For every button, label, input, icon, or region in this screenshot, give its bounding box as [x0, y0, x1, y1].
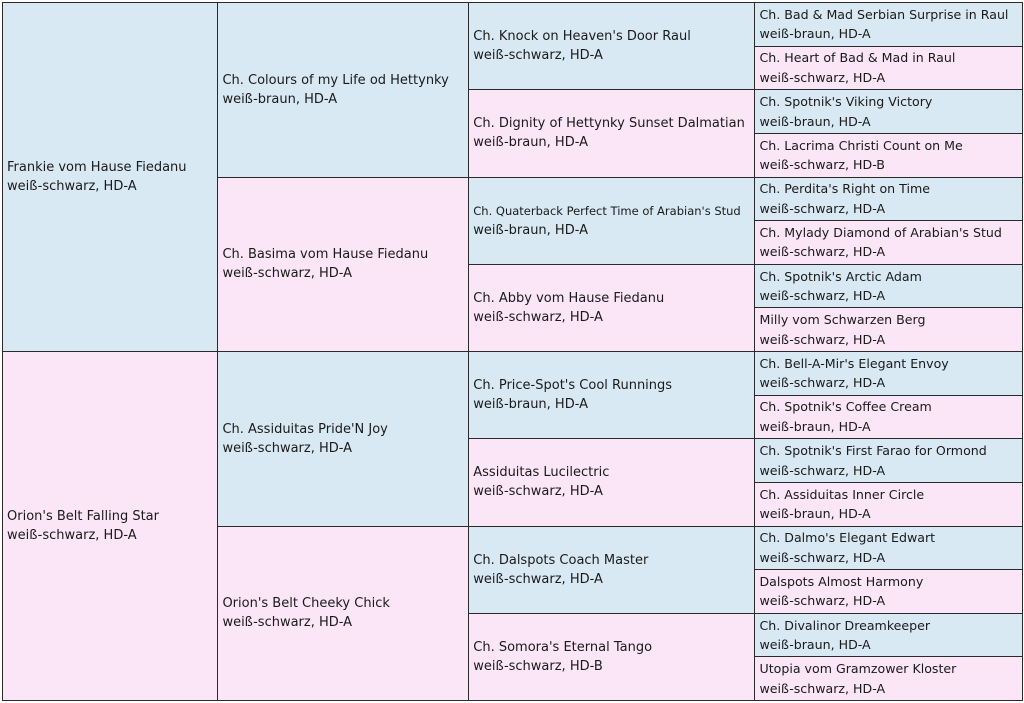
gen4-name-16: Utopia vom Gramzower Kloster	[759, 661, 957, 677]
gen4-info-9: weiß-schwarz, HD-A	[759, 375, 886, 391]
gen4-info-10: weiß-braun, HD-A	[759, 418, 871, 434]
paternal-granddam-info: weiß-schwarz, HD-A	[222, 266, 353, 282]
gen4-info-4: weiß-schwarz, HD-B	[759, 157, 885, 173]
gen3-name-1: Ch. Knock on Heaven's Door Raul	[473, 29, 691, 45]
gen4-name-15: Ch. Divalinor Dreamkeeper	[759, 617, 931, 633]
gen4-cell-15	[755, 613, 1023, 657]
gen4-cell-8	[755, 308, 1023, 352]
gen4-name-8: Milly vom Schwarzen Berg	[759, 312, 926, 328]
gen4-info-14: weiß-schwarz, HD-A	[759, 593, 886, 609]
gen4-name-6: Ch. Mylady Diamond of Arabian's Stud	[759, 224, 1002, 240]
gen3-name-3: Ch. Quaterback Perfect Time of Arabian's Stud	[473, 203, 741, 218]
sire-cell	[3, 3, 218, 352]
gen4-cell-16	[755, 657, 1023, 701]
gen3-info-8: weiß-schwarz, HD-B	[473, 658, 603, 674]
sire-name: Frankie vom Hause Fiedanu	[7, 160, 187, 175]
gen3-info-3: weiß-braun, HD-A	[473, 222, 589, 238]
gen4-name-5: Ch. Perdita's Right on Time	[759, 181, 930, 197]
gen4-info-15: weiß-braun, HD-A	[759, 637, 871, 653]
paternal-grandsire-cell	[218, 3, 469, 178]
maternal-granddam-name: Orion's Belt Cheeky Chick	[222, 596, 390, 612]
gen3-info-6: weiß-schwarz, HD-A	[473, 484, 603, 500]
gen4-cell-4	[755, 133, 1023, 177]
maternal-grandsire-info: weiß-schwarz, HD-A	[222, 440, 353, 456]
maternal-grandsire-cell	[218, 352, 469, 527]
gen3-cell-5	[469, 352, 755, 439]
gen3-name-4: Ch. Abby vom Hause Fiedanu	[473, 290, 665, 306]
gen4-name-3: Ch. Spotnik's Viking Victory	[759, 94, 933, 110]
gen3-cell-3	[469, 177, 755, 264]
paternal-grandsire-info: weiß-braun, HD-A	[222, 91, 338, 107]
gen4-name-1: Ch. Bad & Mad Serbian Surprise in Raul	[759, 6, 1009, 22]
gen4-info-11: weiß-schwarz, HD-A	[759, 462, 886, 478]
gen4-name-12: Ch. Assiduitas Inner Circle	[759, 486, 925, 502]
gen3-name-7: Ch. Dalspots Coach Master	[473, 552, 649, 568]
gen4-info-5: weiß-schwarz, HD-A	[759, 200, 886, 216]
gen4-cell-5	[755, 177, 1023, 221]
gen4-info-12: weiß-braun, HD-A	[759, 506, 871, 522]
gen4-cell-3	[755, 90, 1023, 134]
gen4-cell-12	[755, 482, 1023, 526]
gen3-name-8: Ch. Somora's Eternal Tango	[473, 639, 653, 655]
gen4-info-7: weiß-schwarz, HD-A	[759, 288, 886, 304]
gen3-info-5: weiß-braun, HD-A	[473, 397, 589, 413]
gen4-info-16: weiß-schwarz, HD-A	[759, 680, 886, 696]
gen4-info-6: weiß-schwarz, HD-A	[759, 244, 886, 260]
dam-info: weiß-schwarz, HD-A	[7, 528, 137, 543]
gen3-name-5: Ch. Price-Spot's Cool Runnings	[473, 378, 673, 394]
dam-cell	[3, 352, 218, 701]
gen4-name-14: Dalspots Almost Harmony	[759, 573, 924, 589]
gen4-info-13: weiß-schwarz, HD-A	[759, 549, 886, 565]
dam-name: Orion's Belt Falling Star	[7, 509, 159, 524]
maternal-granddam-cell	[218, 526, 469, 701]
gen3-name-6: Assiduitas Lucilectric	[473, 465, 610, 481]
gen3-cell-1	[469, 3, 755, 90]
gen4-name-9: Ch. Bell-A-Mir's Elegant Envoy	[759, 355, 949, 371]
gen4-info-8: weiß-schwarz, HD-A	[759, 331, 886, 347]
gen4-cell-1	[755, 3, 1023, 47]
maternal-granddam-info: weiß-schwarz, HD-A	[222, 615, 353, 631]
gen3-info-2: weiß-braun, HD-A	[473, 135, 589, 151]
gen4-name-4: Ch. Lacrima Christi Count on Me	[759, 137, 963, 153]
gen4-cell-2	[755, 46, 1023, 90]
paternal-grandsire-name: Ch. Colours of my Life od Hettynky	[222, 72, 449, 88]
gen3-cell-4	[469, 264, 755, 351]
gen4-name-11: Ch. Spotnik's First Farao for Ormond	[759, 443, 987, 459]
sire-info: weiß-schwarz, HD-A	[7, 179, 137, 194]
paternal-granddam-cell	[218, 177, 469, 352]
gen3-cell-7	[469, 526, 755, 613]
gen4-cell-7	[755, 264, 1023, 308]
pedigree-table	[2, 2, 1023, 701]
gen4-info-1: weiß-braun, HD-A	[759, 26, 871, 42]
gen4-cell-6	[755, 221, 1023, 265]
gen4-cell-11	[755, 439, 1023, 483]
gen4-info-3: weiß-braun, HD-A	[759, 113, 871, 129]
gen4-cell-14	[755, 570, 1023, 614]
gen4-cell-9	[755, 352, 1023, 396]
gen3-cell-6	[469, 439, 755, 526]
gen4-info-2: weiß-schwarz, HD-A	[759, 69, 886, 85]
gen4-name-2: Ch. Heart of Bad & Mad in Raul	[759, 50, 956, 66]
gen4-name-10: Ch. Spotnik's Coffee Cream	[759, 399, 932, 415]
gen3-info-1: weiß-schwarz, HD-A	[473, 48, 603, 64]
gen3-cell-8	[469, 613, 755, 700]
gen4-name-7: Ch. Spotnik's Arctic Adam	[759, 268, 922, 284]
maternal-grandsire-name: Ch. Assiduitas Pride'N Joy	[222, 421, 388, 437]
gen3-cell-2	[469, 90, 755, 177]
gen4-cell-13	[755, 526, 1023, 570]
paternal-granddam-name: Ch. Basima vom Hause Fiedanu	[222, 247, 429, 263]
gen3-info-4: weiß-schwarz, HD-A	[473, 309, 603, 325]
gen4-cell-10	[755, 395, 1023, 439]
gen4-name-13: Ch. Dalmo's Elegant Edwart	[759, 530, 936, 546]
gen3-info-7: weiß-schwarz, HD-A	[473, 571, 603, 587]
gen3-name-2: Ch. Dignity of Hettynky Sunset Dalmatian	[473, 116, 745, 132]
